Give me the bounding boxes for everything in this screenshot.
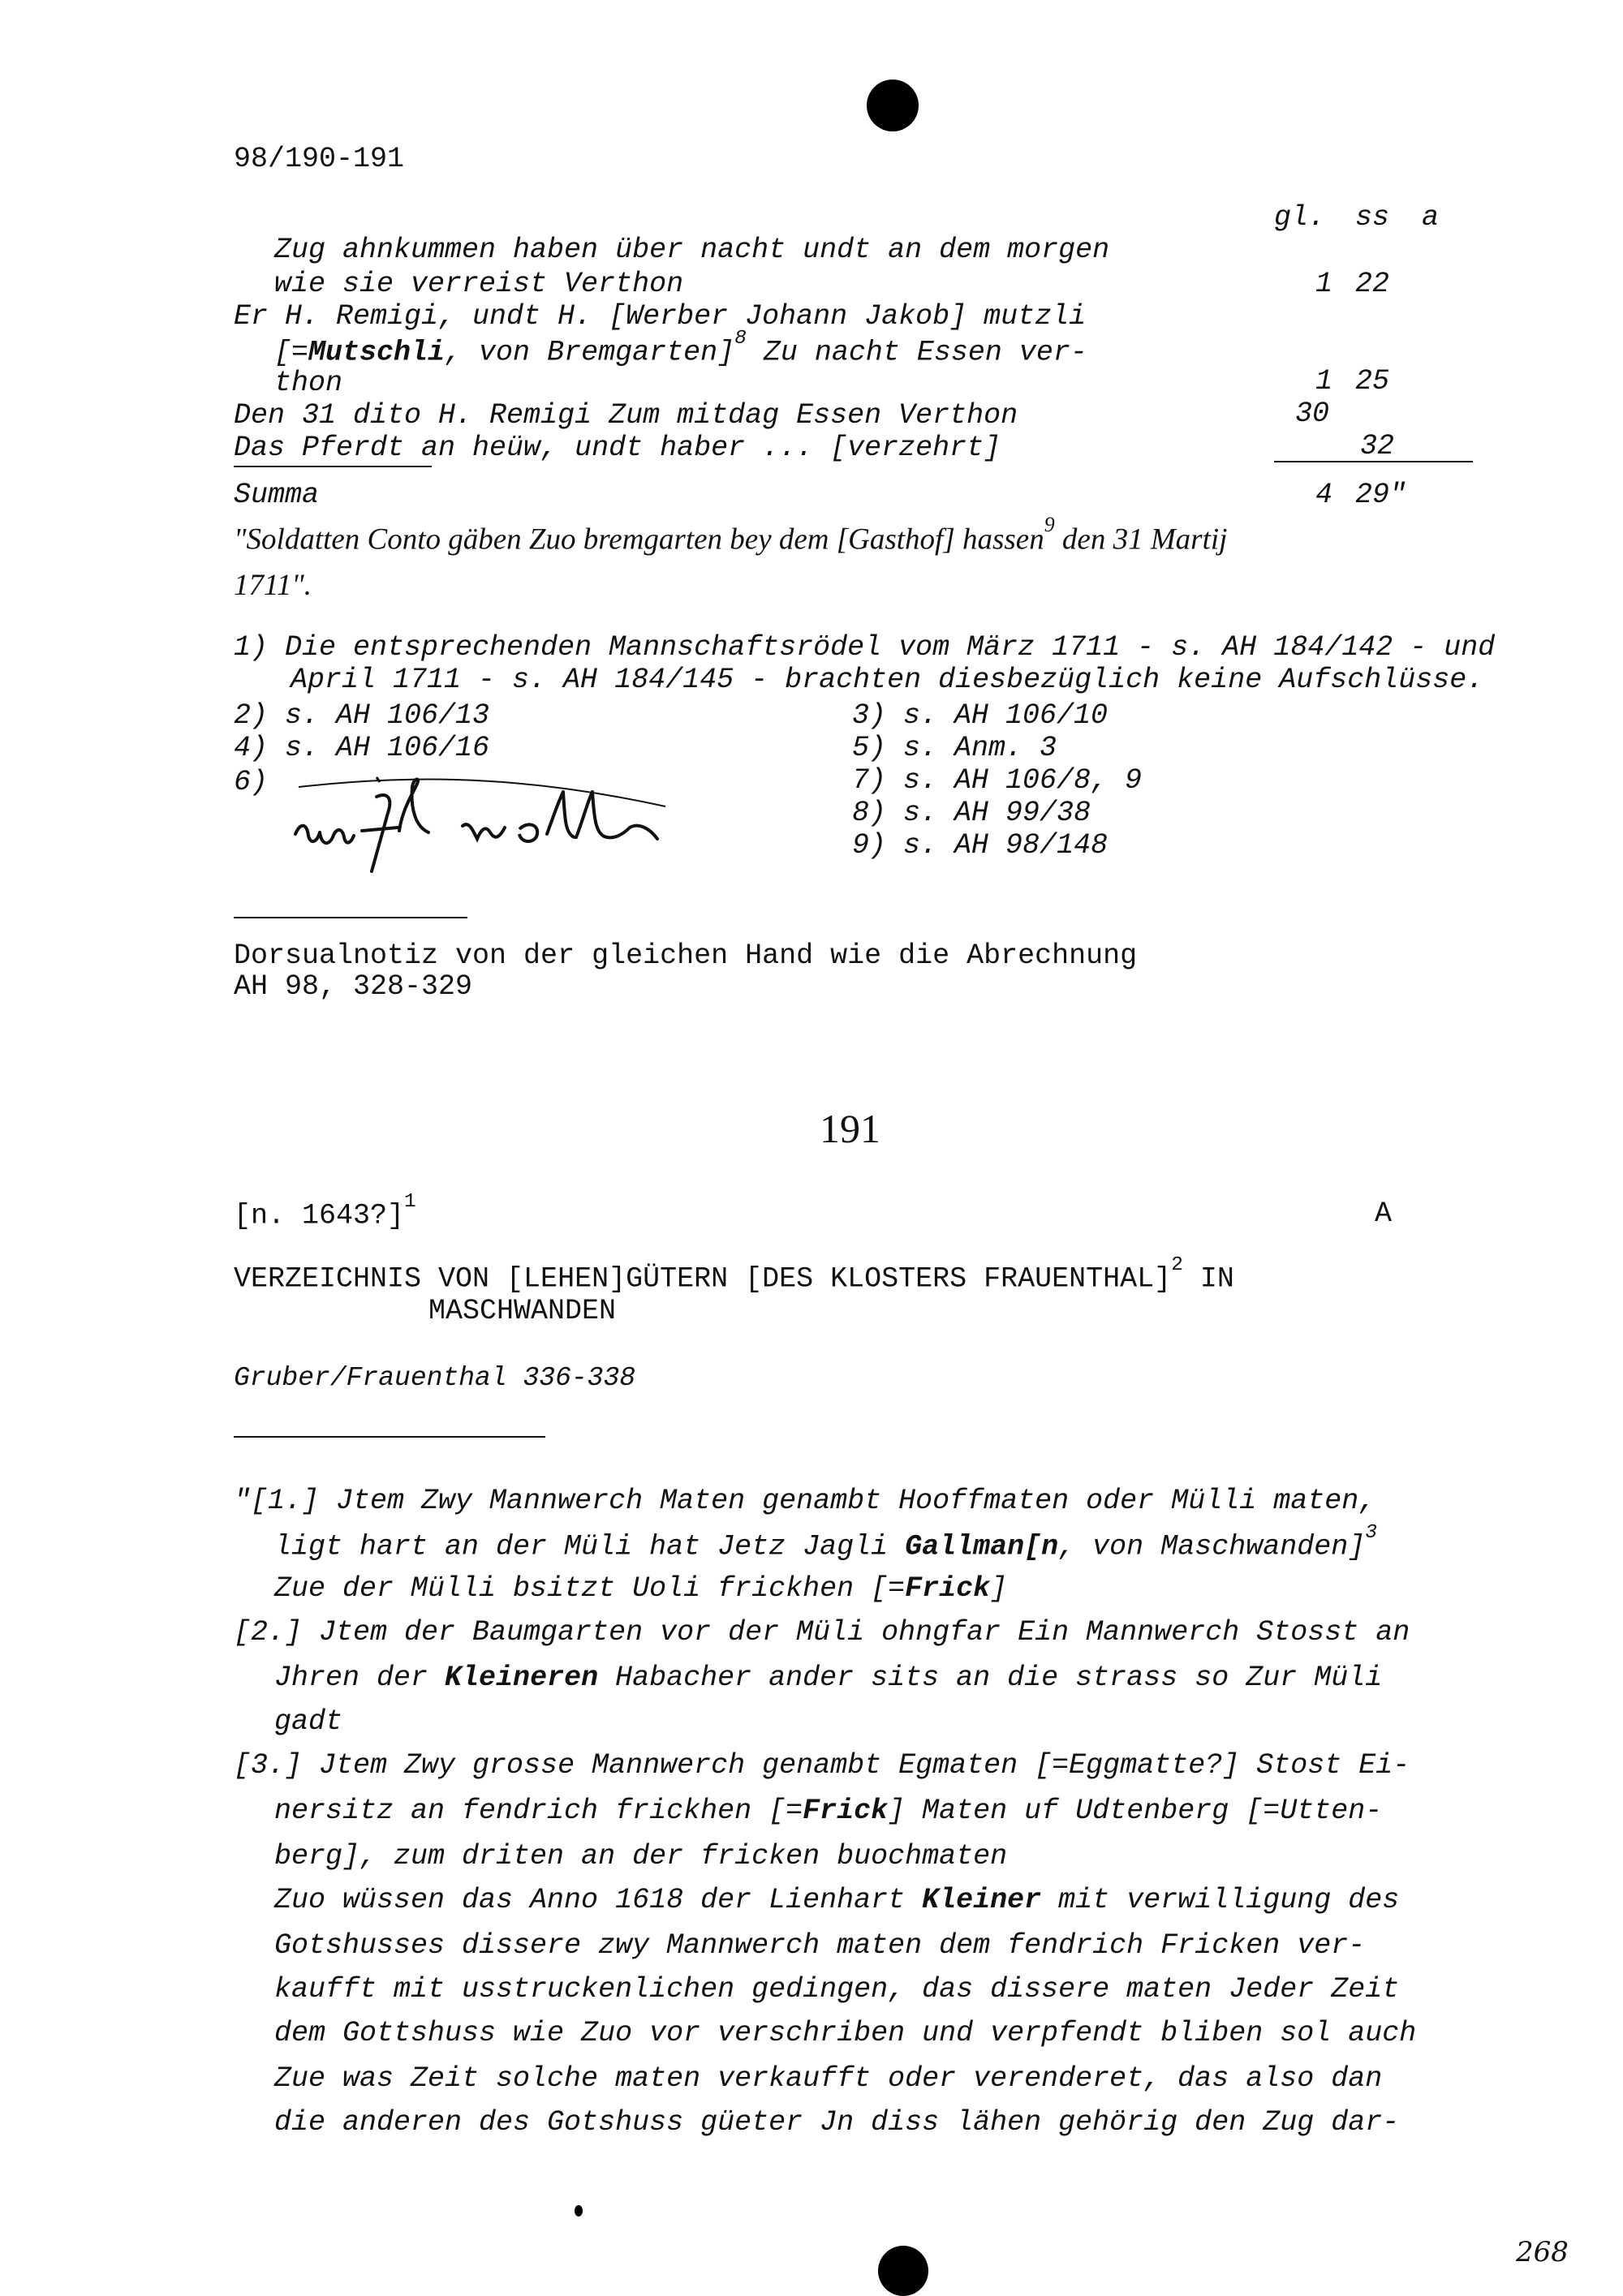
page-reference: 98/190-191 bbox=[234, 143, 405, 175]
note-1-line-2: April 1711 - s. AH 184/145 - brachten diesbezüglich keine Aufschlüsse. bbox=[291, 664, 1484, 696]
summa-gl: 4 bbox=[1315, 479, 1332, 511]
document-number: 191 bbox=[820, 1106, 880, 1151]
para-3-line-3: berg], zum driten an der fricken buochmaten bbox=[274, 1840, 1008, 1872]
note-3: 3) s. AH 106/10 bbox=[852, 699, 1109, 732]
account-row-2-ss: 25 bbox=[1355, 365, 1390, 398]
account-row-3-gl: 30 bbox=[1295, 398, 1330, 430]
account-row-3-line-1: Den 31 dito H. Remigi Zum mitdag Essen Verthon bbox=[234, 399, 1018, 432]
document-source: Gruber/Frauenthal 336-338 bbox=[234, 1363, 636, 1393]
dorsual-line-2: AH 98, 328-329 bbox=[234, 970, 473, 1003]
account-row-4-line-1: Das Pferdt an heüw, undt haber ... [verzehrt] bbox=[234, 432, 1001, 464]
note-4: 4) s. AH 106/16 bbox=[234, 732, 490, 764]
para-3-line-7: dem Gottshuss wie Zuo vor verschriben und verpfendt bliben sol auch bbox=[274, 2017, 1417, 2049]
document-title-line-1: VERZEICHNIS VON [LEHEN]GÜTERN [DES KLOSTERS FRAUENTHAL]$^2$ IN bbox=[234, 1254, 1234, 1296]
account-row-4-ss: 32 bbox=[1360, 430, 1395, 462]
name-kleiner: Kleiner bbox=[922, 1884, 1042, 1916]
para-1-line-2: ligt hart an der Müli hat Jetz Jagli Gallman[n, von Maschwanden]$^3$ bbox=[274, 1522, 1377, 1563]
col-header-ss: ss bbox=[1355, 201, 1390, 234]
note-8: 8) s. AH 99/38 bbox=[852, 797, 1091, 829]
name-gallmann: Gallman[n bbox=[905, 1530, 1059, 1563]
account-row-1-line-2: wie sie verreist Verthon bbox=[274, 268, 684, 300]
handwriting-sample bbox=[292, 759, 682, 873]
underline-pferdt bbox=[234, 466, 432, 467]
page-mark: 268 bbox=[1516, 2236, 1569, 2268]
footnote-ref-8: 8 bbox=[734, 328, 747, 350]
para-3-line-4: Zuo wüssen das Anno 1618 der Lienhart Kleiner mit verwilligung des bbox=[274, 1884, 1400, 1916]
note-1-line-1: 1) Die entsprechenden Mannschaftsrödel vom März 1711 - s. AH 184/142 - und bbox=[234, 631, 1496, 664]
name-mutschli: Mutschli bbox=[308, 336, 446, 369]
quote-line-2: 1711". bbox=[234, 569, 312, 602]
document-title-line-2: MASCHWANDEN bbox=[428, 1295, 617, 1327]
name-frick-2: Frick bbox=[803, 1795, 889, 1827]
punch-hole-bottom bbox=[878, 2246, 928, 2296]
dorsual-line-1: Dorsualnotiz von der gleichen Hand wie die Abrechnung bbox=[234, 939, 1138, 972]
account-row-1-line-1: Zug ahnkummen haben über nacht undt an dem morgen bbox=[274, 234, 1110, 266]
footnote-ref-9: 9 bbox=[1044, 513, 1055, 536]
document-date: [n. 1643?]$^1$ bbox=[234, 1191, 416, 1232]
para-3-line-8: Zue was Zeit solche maten verkaufft oder verenderet, das also dan bbox=[274, 2062, 1383, 2095]
note-6: 6) bbox=[234, 766, 269, 798]
punch-hole-top bbox=[867, 80, 919, 131]
para-2-line-3: gadt bbox=[274, 1705, 343, 1738]
para-2-line-1: [2.] Jtem der Baumgarten vor der Müli ohngfar Ein Mannwerch Stosst an bbox=[234, 1616, 1410, 1649]
name-kleineren: Kleineren bbox=[445, 1662, 599, 1694]
account-row-1-gl: 1 bbox=[1315, 268, 1332, 300]
para-3-line-1: [3.] Jtem Zwy grosse Mannwerch genambt Egmaten [=Eggmatte?] Stost Ei- bbox=[234, 1749, 1410, 1782]
footnote-ref-2: 2 bbox=[1171, 1254, 1183, 1276]
footnote-ref-3: 3 bbox=[1365, 1522, 1377, 1544]
para-3-line-6: kaufft mit usstruckenlichen gedingen, das dissere maten Jeder Zeit bbox=[274, 1973, 1400, 2006]
para-1-line-1: "[1.] Jtem Zwy Mannwerch Maten genambt Hooffmaten oder Mülli maten, bbox=[234, 1485, 1376, 1517]
quote-line-1: "Soldatten Conto gäben Zuo bremgarten bey dem [Gasthof] hassen$^9$ den 31 Martij bbox=[234, 513, 1228, 557]
account-row-2-line-3: thon bbox=[274, 367, 343, 399]
summa-label: Summa bbox=[234, 479, 320, 511]
separator-2 bbox=[234, 1436, 545, 1438]
summa-ss: 29" bbox=[1355, 479, 1407, 511]
para-3-line-5: Gotshusses dissere zwy Mannwerch maten dem fendrich Fricken ver- bbox=[274, 1929, 1366, 1962]
account-row-2-line-2: [=Mutschli, von Bremgarten]$^8$ Zu nacht Essen ver- bbox=[274, 328, 1087, 369]
note-5: 5) s. Anm. 3 bbox=[852, 732, 1057, 764]
name-frick-1: Frick bbox=[905, 1572, 991, 1605]
sum-rule bbox=[1274, 461, 1473, 462]
para-1-line-3: Zue der Mülli bsitzt Uoli frickhen [=Frick] bbox=[274, 1572, 1008, 1605]
separator-1 bbox=[234, 917, 467, 918]
footnote-ref-1: 1 bbox=[404, 1191, 416, 1213]
note-9: 9) s. AH 98/148 bbox=[852, 829, 1109, 862]
account-row-2-gl: 1 bbox=[1315, 365, 1332, 398]
account-row-2-line-1: Er H. Remigi, undt H. [Werber Johann Jakob] mutzli bbox=[234, 300, 1087, 333]
note-7: 7) s. AH 106/8, 9 bbox=[852, 764, 1143, 797]
document-letter: A bbox=[1375, 1197, 1393, 1230]
ink-dot bbox=[575, 2205, 583, 2216]
note-2: 2) s. AH 106/13 bbox=[234, 699, 490, 732]
para-3-line-2: nersitz an fendrich frickhen [=Frick] Maten uf Udtenberg [=Utten- bbox=[274, 1795, 1383, 1827]
col-header-a: a bbox=[1422, 201, 1440, 234]
para-2-line-2: Jhren der Kleineren Habacher ander sits an die strass so Zur Müli bbox=[274, 1662, 1383, 1694]
para-3-line-9: die anderen des Gotshuss güeter Jn diss lähen gehörig den Zug dar- bbox=[274, 2106, 1400, 2139]
col-header-gl: gl. bbox=[1274, 201, 1326, 234]
account-row-1-ss: 22 bbox=[1355, 268, 1390, 300]
